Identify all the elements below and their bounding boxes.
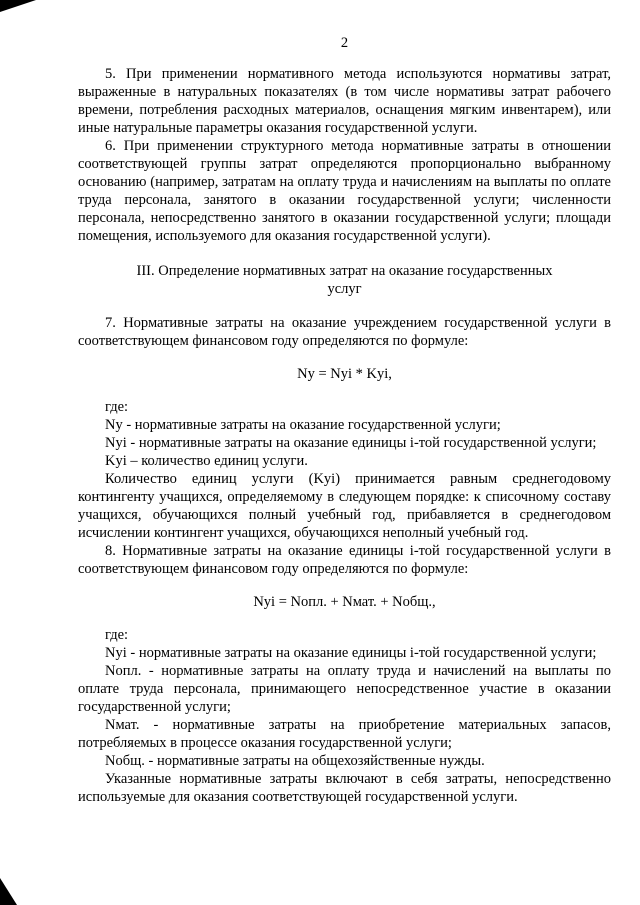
definition-2-nopl: Nопл. - нормативные затраты на оплату труда и начислений на выплаты по оплате труда персонала, принимающего непосредственное участие в оказании государственной услуги; (78, 663, 611, 715)
paragraph-7a: Количество единиц услуги (Kyi) принимается равным среднегодовому контингенту учащихся, определяемому в следующем порядке: к списочному составу учащихся, обучающихся полный учебный год, прибавляется в среднегодовом исчислении контингент учащихся, обучающихся неполный учебный год. (78, 471, 611, 541)
definition-2-nmat: Nмат. - нормативные затраты на приобретение материальных запасов, потребляемых в процессе оказания государственной услуги; (78, 717, 611, 751)
paragraph-8: 8. Нормативные затраты на оказание единицы i-той государственной услуги в соответствующем финансовом году определяются по формуле: (78, 543, 611, 577)
paragraph-8a: Указанные нормативные затраты включают в себя затраты, непосредственно используемые для оказания соответствующей государственной услуги. (78, 771, 611, 805)
scan-artifact-bottom-left (0, 878, 17, 905)
definition-2-nobsh: Nобщ. - нормативные затраты на общехозяйственные нужды. (105, 753, 485, 769)
formula-nyi: Nyi = Nопл. + Nмат. + Nобщ., (253, 594, 436, 610)
paragraph-7: 7. Нормативные затраты на оказание учреждением государственной услуги в соответствующем финансовом году определяются по формуле: (78, 315, 611, 349)
paragraph-6: 6. При применении структурного метода нормативные затраты в отношении соответствующей группы затрат определяются пропорционально выбранному основанию (например, затратам на оплату труда и начислениям на выплаты по оплате труда персонала, занятого в оказании государственной услуги; численности персонала, непосредственно занятого в оказании государственной услуги; площади помещения, используемого для оказания государственной услуги). (78, 138, 611, 244)
definition-kyi: Kyi – количество единиц услуги. (105, 453, 308, 469)
definition-2-nyi: Nyi - нормативные затраты на оказание единицы i-той государственной услуги; (105, 645, 597, 661)
definition-nyi: Nyi - нормативные затраты на оказание единицы i-той государственной услуги; (105, 435, 597, 451)
paragraph-5: 5. При применении нормативного метода используются нормативы затрат, выраженные в натуральных показателях (в том числе нормативы затрат рабочего времени, потребления расходных материалов, оснащения мягким инвентарем), или иные натуральные параметры оказания государственной услуги. (78, 66, 611, 136)
where-label-1: где: (105, 399, 129, 415)
formula-ny: Ny = Nyi * Kyi, (297, 366, 392, 382)
scan-artifact-top-left (0, 0, 36, 12)
section-heading-iii: III. Определение нормативных затрат на оказание государственных услуг (136, 263, 553, 297)
definition-ny: Ny - нормативные затраты на оказание государственной услуги; (105, 417, 501, 433)
page-number: 2 (340, 35, 349, 51)
page-content (78, 34, 611, 806)
where-label-2: где: (105, 627, 129, 643)
